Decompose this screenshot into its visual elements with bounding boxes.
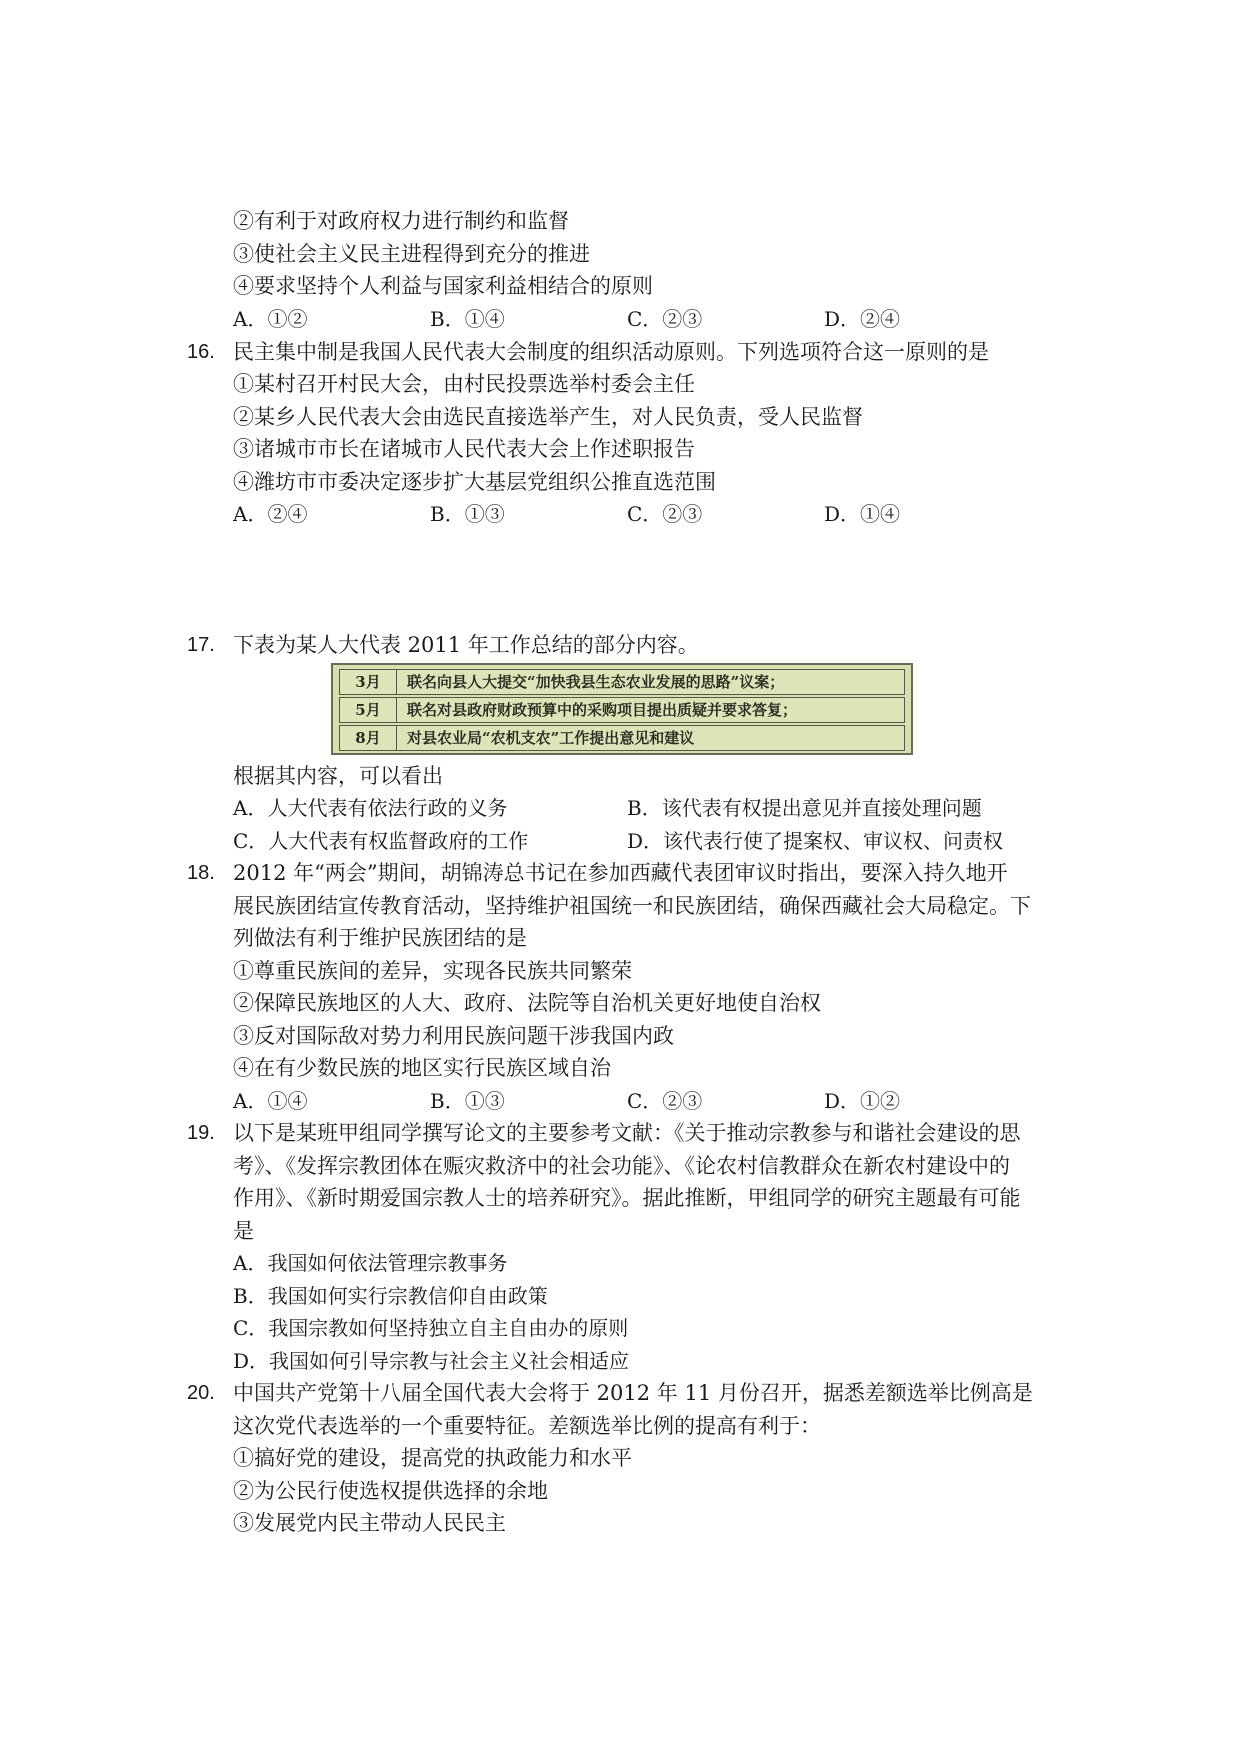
question-stem-line: 考》、《发挥宗教团体在赈灾救济中的社会功能》、《论农村信教群众在新农村建设中的 <box>233 1154 1010 1178</box>
question-stem-line: 中国共产党第十八届全国代表大会将于 2012 年 11 月份召开，据悉差额选举比例高是 <box>233 1381 1033 1405</box>
option-d: D．该代表行使了提案权、审议权、问责权 <box>627 829 1004 853</box>
option-a: A．人大代表有依法行政的义务 <box>233 796 508 820</box>
continued-item: ③使社会主义民主进程得到充分的推进 <box>233 242 590 266</box>
option-d: D．①④ <box>824 502 901 526</box>
option-a: A．②④ <box>233 502 308 526</box>
question-stem-line: 这次党代表选举的一个重要特征。差额选举比例的提高有利于： <box>233 1414 821 1438</box>
question-stem-line: 2012 年“两会”期间，胡锦涛总书记在参加西藏代表团审议时指出，要深入持久地开 <box>233 861 1008 885</box>
option-c: C．②③ <box>627 502 703 526</box>
question-number: 19. <box>187 1122 215 1144</box>
option-c: C．②③ <box>627 1089 703 1113</box>
option-b: B．①④ <box>430 307 505 331</box>
statement-item: ①尊重民族间的差异，实现各民族共同繁荣 <box>233 959 632 983</box>
table-month: 8月 <box>340 726 397 750</box>
question-number: 16. <box>187 341 215 363</box>
option-c: C．②③ <box>627 307 703 331</box>
statement-item: ①搞好党的建设，提高党的执政能力和水平 <box>233 1446 632 1470</box>
option-d: D．①② <box>824 1089 901 1113</box>
question-number: 18. <box>187 862 215 884</box>
statement-item: ②某乡人民代表大会由选民直接选举产生，对人民负责，受人民监督 <box>233 405 863 429</box>
option-b: B．①③ <box>430 1089 505 1113</box>
option-a: A．①② <box>233 307 308 331</box>
option-a: A．①④ <box>233 1089 308 1113</box>
statement-item: ③发展党内民主带动人民民主 <box>233 1511 506 1535</box>
statement-item: ②为公民行使选权提供选择的余地 <box>233 1479 548 1503</box>
option-b: B．我国如何实行宗教信仰自由政策 <box>233 1284 548 1308</box>
option-c: C．人大代表有权监督政府的工作 <box>233 829 529 853</box>
question-stem-line: 展民族团结宣传教育活动，坚持维护祖国统一和民族团结，确保西藏社会大局稳定。下 <box>233 894 1031 918</box>
statement-item: ④在有少数民族的地区实行民族区域自治 <box>233 1056 611 1080</box>
question-stem: 下表为某人大代表 2011 年工作总结的部分内容。 <box>233 633 699 657</box>
option-b: B．该代表有权提出意见并直接处理问题 <box>627 796 982 820</box>
statement-item: ②保障民族地区的人大、政府、法院等自治机关更好地使自治权 <box>233 991 821 1015</box>
question-stem-line: 是 <box>233 1219 254 1243</box>
question-stem-line: 作用》、《新时期爱国宗教人士的培养研究》。据此推断，甲组同学的研究主题最有可能 <box>233 1186 1021 1210</box>
statement-item: ③诸城市市长在诸城市人民代表大会上作述职报告 <box>233 437 695 461</box>
option-c: C．我国宗教如何坚持独立自主自由办的原则 <box>233 1316 629 1340</box>
table-content: 对县农业局“农机支农”工作提出意见和建议 <box>407 729 695 747</box>
table-row <box>339 669 905 695</box>
option-b: B．①③ <box>430 502 505 526</box>
option-d: D．②④ <box>824 307 901 331</box>
question-number: 20. <box>187 1382 215 1404</box>
table-month: 3月 <box>340 670 397 694</box>
question-stem-line: 列做法有利于维护民族团结的是 <box>233 926 527 950</box>
option-a: A．我国如何依法管理宗教事务 <box>233 1251 508 1275</box>
table-row <box>339 725 905 751</box>
work-summary-table <box>331 663 913 755</box>
question-stem-line: 以下是某班甲组同学撰写论文的主要参考文献：《关于推动宗教参与和谐社会建设的思 <box>233 1121 1021 1145</box>
continued-item: ④要求坚持个人利益与国家利益相结合的原则 <box>233 274 653 298</box>
question-stem: 民主集中制是我国人民代表大会制度的组织活动原则。下列选项符合这一原则的是 <box>233 340 989 364</box>
option-d: D．我国如何引导宗教与社会主义社会相适应 <box>233 1349 630 1373</box>
continued-item: ②有利于对政府权力进行制约和监督 <box>233 209 569 233</box>
table-row <box>339 697 905 723</box>
question-follow: 根据其内容，可以看出 <box>233 764 443 788</box>
table-content: 联名对县政府财政预算中的采购项目提出质疑并要求答复； <box>407 701 798 719</box>
statement-item: ④潍坊市市委决定逐步扩大基层党组织公推直选范围 <box>233 470 716 494</box>
table-content: 联名向县人大提交“加快我县生态农业发展的思路”议案； <box>407 673 785 691</box>
statement-item: ①某村召开村民大会，由村民投票选举村委会主任 <box>233 372 695 396</box>
table-month: 5月 <box>340 698 397 722</box>
question-number: 17. <box>187 634 215 656</box>
statement-item: ③反对国际敌对势力利用民族问题干涉我国内政 <box>233 1024 674 1048</box>
